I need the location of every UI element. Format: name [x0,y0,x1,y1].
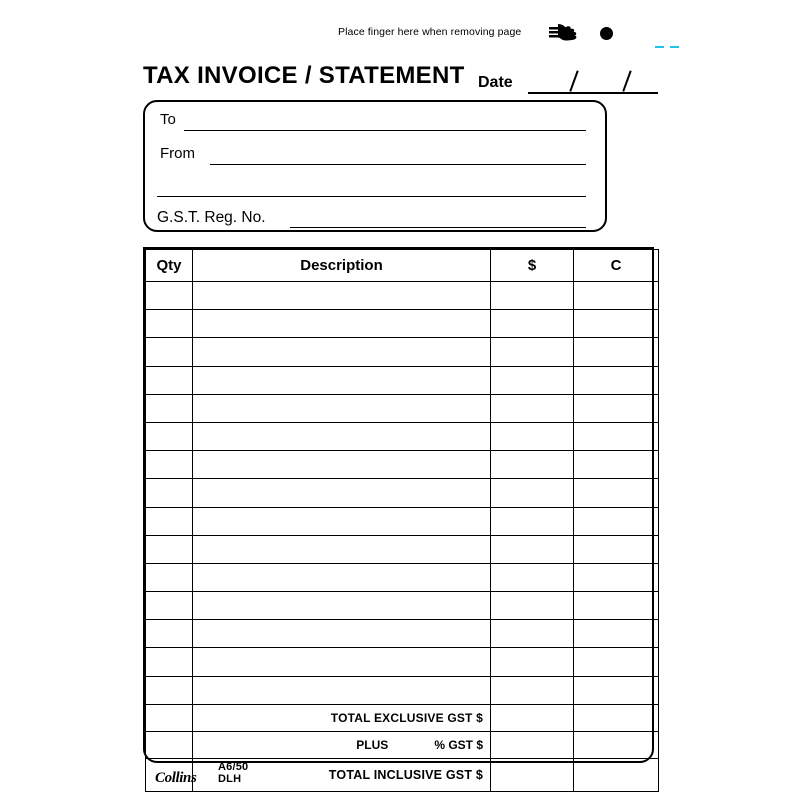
plus-gst-row [146,731,659,758]
gst-reg-no-write-line[interactable] [290,227,586,228]
qty-cell[interactable] [146,563,193,591]
dollars-cell[interactable] [491,394,574,422]
qty-cell[interactable] [146,676,193,704]
column-header-dollars: $ [491,250,574,282]
dollars-cell[interactable] [491,563,574,591]
date-label: Date [478,74,513,91]
description-cell[interactable] [193,394,491,422]
total-exclusive-dollars-cell[interactable] [491,704,574,731]
from-write-line-1[interactable] [210,164,586,165]
total-exclusive-cents-cell[interactable] [574,704,659,731]
invoice-totals [146,704,659,791]
description-cell[interactable] [193,310,491,338]
description-cell[interactable] [193,422,491,450]
total-inclusive-row [146,758,659,791]
from-write-line-2[interactable] [157,196,586,197]
table-header-row [146,250,659,282]
cents-cell[interactable] [574,507,659,535]
dollars-cell[interactable] [491,535,574,563]
total-exclusive-spacer [146,704,193,731]
cents-cell[interactable] [574,620,659,648]
description-cell[interactable] [193,648,491,676]
cents-cell[interactable] [574,394,659,422]
cents-cell[interactable] [574,282,659,310]
cents-cell[interactable] [574,592,659,620]
qty-cell[interactable] [146,620,193,648]
page-title: TAX INVOICE / STATEMENT [143,62,465,89]
plus-rate-label: % GST $ [434,737,483,752]
dollars-cell[interactable] [491,282,574,310]
table-row [146,451,659,479]
cents-cell[interactable] [574,648,659,676]
dollars-cell[interactable] [491,366,574,394]
gst-reg-no-label: G.S.T. Reg. No. [157,209,266,226]
to-write-line[interactable] [184,130,586,131]
qty-cell[interactable] [146,282,193,310]
date-slash-2 [622,70,631,91]
dollars-cell[interactable] [491,310,574,338]
dollars-cell[interactable] [491,479,574,507]
dollars-cell[interactable] [491,620,574,648]
table-row [146,422,659,450]
table-row [146,676,659,704]
column-header-cents: C [574,250,659,282]
table-row [146,394,659,422]
qty-cell[interactable] [146,310,193,338]
cents-cell[interactable] [574,422,659,450]
table-row [146,620,659,648]
table-row [146,282,659,310]
cents-cell[interactable] [574,366,659,394]
dollars-cell[interactable] [491,648,574,676]
qty-cell[interactable] [146,507,193,535]
dollars-cell[interactable] [491,676,574,704]
qty-cell[interactable] [146,366,193,394]
pointing-hand-icon [545,18,585,46]
description-cell[interactable] [193,338,491,366]
plus-gst-spacer [146,731,193,758]
table-row [146,507,659,535]
date-slash-1 [569,70,578,91]
product-code: A6/50 DLH [218,760,249,785]
qty-cell[interactable] [146,451,193,479]
table-row [146,648,659,676]
dollars-cell[interactable] [491,451,574,479]
to-label: To [160,111,176,128]
description-cell[interactable] [193,479,491,507]
table-row [146,338,659,366]
from-label: From [160,145,195,162]
total-inclusive-cents-cell[interactable] [574,758,659,791]
description-cell[interactable] [193,563,491,591]
cents-cell[interactable] [574,479,659,507]
description-cell[interactable] [193,507,491,535]
black-dot-icon [600,27,613,40]
qty-cell[interactable] [146,592,193,620]
brand-name: Collins [155,769,197,786]
description-cell[interactable] [193,592,491,620]
description-cell[interactable] [193,282,491,310]
table-row [146,535,659,563]
date-write-line[interactable] [528,92,658,94]
cents-cell[interactable] [574,535,659,563]
cyan-dash-marks-icon [655,46,685,52]
qty-cell[interactable] [146,422,193,450]
total-inclusive-label: TOTAL INCLUSIVE GST $ [193,758,491,791]
qty-cell[interactable] [146,535,193,563]
total-exclusive-label: TOTAL EXCLUSIVE GST $ [193,704,491,731]
total-inclusive-dollars-cell[interactable] [491,758,574,791]
table-row [146,479,659,507]
plus-word: PLUS [356,737,389,752]
dollars-cell[interactable] [491,592,574,620]
invoice-table [145,249,659,792]
cents-cell[interactable] [574,310,659,338]
qty-cell[interactable] [146,648,193,676]
table-row [146,563,659,591]
cents-cell[interactable] [574,563,659,591]
invoice-line-rows [146,282,659,705]
plus-gst-cents-cell[interactable] [574,731,659,758]
brand-footer-cell [146,758,249,791]
description-cell[interactable] [193,366,491,394]
qty-cell[interactable] [146,338,193,366]
plus-gst-label [193,731,491,758]
column-header-description: Description [193,250,491,282]
table-row [146,366,659,394]
table-row [146,310,659,338]
dollars-cell[interactable] [491,507,574,535]
total-exclusive-row [146,704,659,731]
plus-gst-dollars-cell[interactable] [491,731,574,758]
dollars-cell[interactable] [491,338,574,366]
column-header-qty: Qty [146,250,193,282]
qty-cell[interactable] [146,479,193,507]
invoice-table-container [143,247,654,786]
qty-cell[interactable] [146,394,193,422]
cents-cell[interactable] [574,676,659,704]
description-cell[interactable] [193,620,491,648]
top-strip [140,18,670,54]
cents-cell[interactable] [574,451,659,479]
table-row [146,592,659,620]
cents-cell[interactable] [574,338,659,366]
dollars-cell[interactable] [491,422,574,450]
description-cell[interactable] [193,535,491,563]
description-cell[interactable] [193,676,491,704]
finger-note-text: Place finger here when removing page [338,26,522,38]
description-cell[interactable] [193,451,491,479]
